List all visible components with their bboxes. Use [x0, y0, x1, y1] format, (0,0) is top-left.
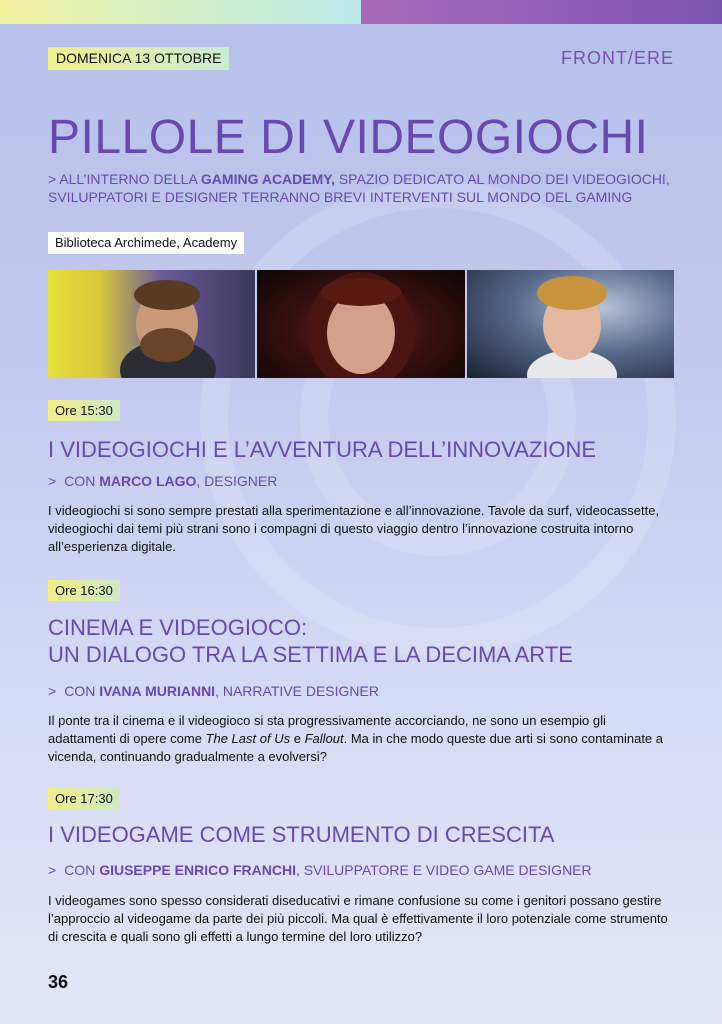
subtitle-prefix: > ALL’INTERNO DELLA — [48, 171, 201, 187]
session-2-title-line-2: UN DIALOGO TRA LA SETTIMA E LA DECIMA ARTE — [48, 642, 573, 667]
location-badge: Biblioteca Archimede, Academy — [48, 232, 244, 254]
subtitle-highlight: GAMING ACADEMY, — [200, 171, 335, 187]
session-3-description: I videogames sono spesso considerati diseducativi e rimane confusione su come i genitori possano gestire l’approccio al videogame da parte dei più piccoli. Ma qual è effettivamente il loro potenziale come strumento di crescita e quali sono gli effetti a lungo termine del loro utilizzo? — [48, 893, 668, 944]
top-color-bar-right — [361, 0, 722, 24]
page-subtitle — [48, 170, 678, 206]
session-1-speaker: > CON MARCO LAGO, DESIGNER — [48, 473, 278, 489]
session-2-time: Ore 16:30 — [48, 580, 120, 601]
speaker-name: IVANA MURIANNI — [99, 683, 216, 699]
arrow-icon: > — [48, 473, 57, 489]
arrow-icon: > — [48, 862, 57, 878]
speaker-photo-marco-lago — [48, 270, 255, 378]
date-badge: DOMENICA 13 OTTOBRE — [48, 47, 229, 70]
speaker-photos — [48, 270, 674, 378]
session-1-time: Ore 15:30 — [48, 400, 120, 421]
page-number: 36 — [48, 972, 69, 992]
subtitle-rest: SPAZIO DEDICATO AL MONDO DEI VIDEOGIOCHI, SVILUPPATORI E DESIGNER TERRANNO BREVI INTERVENTI SUL MONDO DEL GAMING — [48, 171, 670, 205]
speaker-name: MARCO LAGO — [99, 473, 197, 489]
session-1-description: I videogiochi si sono sempre prestati alla sperimentazione e all’innovazione. Tavole da surf, videocassette, videogiochi dai temi più strani sono i compagni di questo viaggio dentro l’innovazione costruita intorno all’esperienza digitale. — [48, 503, 660, 554]
speaker-photo-ivana-murianni — [257, 270, 464, 378]
brand-logo: FRONT/ERE — [560, 48, 674, 68]
page-title: PILLOLE DI VIDEOGIOCHI — [48, 111, 649, 164]
session-2-description: Il ponte tra il cinema e il videogioco si sta progressivamente accorciando, ne sono un esempio gli adattamenti di opere come The Last of Us e Fallout. Ma in che modo queste due arti si sono contaminate a vicenda, continuando gradualmente a evolversi? — [48, 713, 664, 764]
speaker-photo-giuseppe-franchi — [467, 270, 674, 378]
top-color-bar-left — [0, 0, 361, 24]
arrow-icon: > — [48, 683, 57, 699]
session-2-title-line-1: CINEMA E VIDEOGIOCO: — [48, 615, 308, 640]
session-3-title: I VIDEOGAME COME STRUMENTO DI CRESCITA — [48, 822, 555, 847]
session-1-title: I VIDEOGIOCHI E L’AVVENTURA DELL’INNOVAZIONE — [48, 437, 597, 462]
session-2-speaker: > CON IVANA MURIANNI, NARRATIVE DESIGNER — [48, 683, 379, 699]
session-3-time: Ore 17:30 — [48, 788, 120, 809]
speaker-name: GIUSEPPE ENRICO FRANCHI — [99, 862, 296, 878]
session-3-speaker: > CON GIUSEPPE ENRICO FRANCHI, SVILUPPATORE E VIDEO GAME DESIGNER — [48, 862, 592, 878]
